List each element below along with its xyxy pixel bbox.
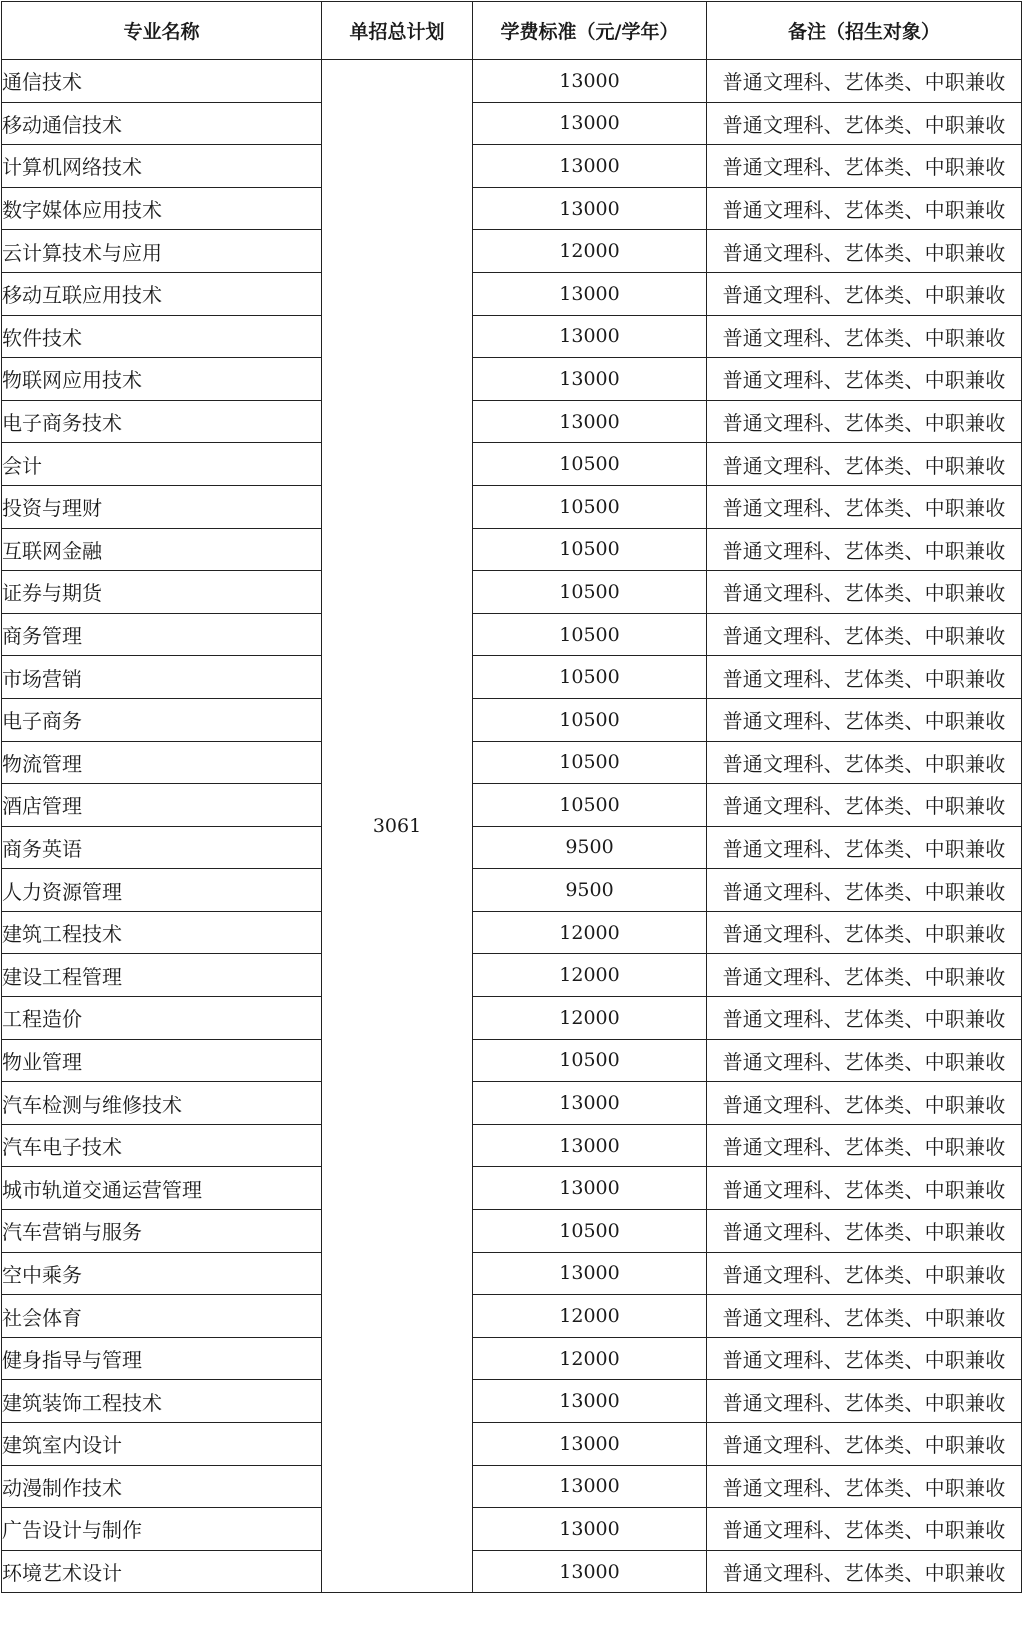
table-row bbox=[2, 1167, 1022, 1210]
major-name-cell: 健身指导与管理 bbox=[2, 1337, 322, 1380]
enrollment-note-cell: 普通文理科、艺体类、中职兼收 bbox=[707, 911, 1022, 954]
tuition-fee-cell: 13000 bbox=[473, 102, 707, 145]
table-row bbox=[2, 869, 1022, 912]
enrollment-note-cell: 普通文理科、艺体类、中职兼收 bbox=[707, 698, 1022, 741]
tuition-fee-cell: 12000 bbox=[473, 997, 707, 1040]
tuition-fee-cell: 13000 bbox=[473, 315, 707, 358]
tuition-fee-cell: 10500 bbox=[473, 784, 707, 827]
enrollment-note-cell: 普通文理科、艺体类、中职兼收 bbox=[707, 784, 1022, 827]
tuition-fee-cell: 13000 bbox=[473, 272, 707, 315]
enrollment-note-cell: 普通文理科、艺体类、中职兼收 bbox=[707, 102, 1022, 145]
enrollment-note-cell: 普通文理科、艺体类、中职兼收 bbox=[707, 1124, 1022, 1167]
tuition-fee-cell: 13000 bbox=[473, 1167, 707, 1210]
table-row bbox=[2, 485, 1022, 528]
tuition-fee-cell: 10500 bbox=[473, 1039, 707, 1082]
tuition-fee-cell: 12000 bbox=[473, 954, 707, 997]
table-row bbox=[2, 784, 1022, 827]
enrollment-note-cell: 普通文理科、艺体类、中职兼收 bbox=[707, 1423, 1022, 1466]
enrollment-note-cell: 普通文理科、艺体类、中职兼收 bbox=[707, 443, 1022, 486]
enrollment-note-cell: 普通文理科、艺体类、中职兼收 bbox=[707, 400, 1022, 443]
major-name-cell: 工程造价 bbox=[2, 997, 322, 1040]
tuition-fee-cell: 13000 bbox=[473, 400, 707, 443]
table-row bbox=[2, 315, 1022, 358]
enrollment-note-cell: 普通文理科、艺体类、中职兼收 bbox=[707, 1210, 1022, 1253]
enrollment-note-cell: 普通文理科、艺体类、中职兼收 bbox=[707, 1295, 1022, 1338]
tuition-fee-cell: 9500 bbox=[473, 869, 707, 912]
tuition-fee-cell: 13000 bbox=[473, 187, 707, 230]
table-row bbox=[2, 60, 1022, 103]
enrollment-note-cell: 普通文理科、艺体类、中职兼收 bbox=[707, 358, 1022, 401]
enrollment-note-cell: 普通文理科、艺体类、中职兼收 bbox=[707, 869, 1022, 912]
tuition-fee-cell: 10500 bbox=[473, 741, 707, 784]
major-name-cell: 物业管理 bbox=[2, 1039, 322, 1082]
table-row bbox=[2, 698, 1022, 741]
header-note: 备注（招生对象） bbox=[707, 2, 1022, 60]
table-row bbox=[2, 954, 1022, 997]
major-name-cell: 物联网应用技术 bbox=[2, 358, 322, 401]
major-name-cell: 汽车营销与服务 bbox=[2, 1210, 322, 1253]
table-row bbox=[2, 1465, 1022, 1508]
major-name-cell: 动漫制作技术 bbox=[2, 1465, 322, 1508]
header-major: 专业名称 bbox=[2, 2, 322, 60]
table-row bbox=[2, 1082, 1022, 1125]
table-row bbox=[2, 571, 1022, 614]
tuition-fee-cell: 9500 bbox=[473, 826, 707, 869]
tuition-fee-cell: 12000 bbox=[473, 1295, 707, 1338]
major-name-cell: 社会体育 bbox=[2, 1295, 322, 1338]
enrollment-note-cell: 普通文理科、艺体类、中职兼收 bbox=[707, 656, 1022, 699]
major-name-cell: 数字媒体应用技术 bbox=[2, 187, 322, 230]
tuition-fee-cell: 10500 bbox=[473, 656, 707, 699]
major-name-cell: 环境艺术设计 bbox=[2, 1550, 322, 1593]
major-name-cell: 汽车电子技术 bbox=[2, 1124, 322, 1167]
tuition-fee-cell: 13000 bbox=[473, 145, 707, 188]
major-name-cell: 移动通信技术 bbox=[2, 102, 322, 145]
major-name-cell: 建筑室内设计 bbox=[2, 1423, 322, 1466]
table-row bbox=[2, 272, 1022, 315]
table-row bbox=[2, 1423, 1022, 1466]
table-row bbox=[2, 358, 1022, 401]
enrollment-note-cell: 普通文理科、艺体类、中职兼收 bbox=[707, 1167, 1022, 1210]
tuition-fee-cell: 10500 bbox=[473, 698, 707, 741]
enrollment-note-cell: 普通文理科、艺体类、中职兼收 bbox=[707, 187, 1022, 230]
major-name-cell: 证券与期货 bbox=[2, 571, 322, 614]
header-row bbox=[2, 2, 1022, 60]
tuition-fee-cell: 13000 bbox=[473, 1465, 707, 1508]
tuition-fee-cell: 10500 bbox=[473, 485, 707, 528]
enrollment-note-cell: 普通文理科、艺体类、中职兼收 bbox=[707, 954, 1022, 997]
enrollment-note-cell: 普通文理科、艺体类、中职兼收 bbox=[707, 997, 1022, 1040]
table-row bbox=[2, 1295, 1022, 1338]
tuition-fee-cell: 13000 bbox=[473, 1550, 707, 1593]
tuition-fee-cell: 12000 bbox=[473, 230, 707, 273]
tuition-fee-cell: 13000 bbox=[473, 1380, 707, 1423]
table-row bbox=[2, 1550, 1022, 1593]
major-name-cell: 建筑工程技术 bbox=[2, 911, 322, 954]
tuition-fee-cell: 10500 bbox=[473, 571, 707, 614]
enrollment-note-cell: 普通文理科、艺体类、中职兼收 bbox=[707, 60, 1022, 103]
enrollment-note-cell: 普通文理科、艺体类、中职兼收 bbox=[707, 1550, 1022, 1593]
major-name-cell: 商务英语 bbox=[2, 826, 322, 869]
major-name-cell: 建设工程管理 bbox=[2, 954, 322, 997]
header-plan: 单招总计划 bbox=[322, 2, 473, 60]
table-row bbox=[2, 230, 1022, 273]
major-name-cell: 移动互联应用技术 bbox=[2, 272, 322, 315]
total-plan-cell: 3061 bbox=[322, 60, 473, 1593]
major-name-cell: 广告设计与制作 bbox=[2, 1508, 322, 1551]
major-name-cell: 商务管理 bbox=[2, 613, 322, 656]
table-row bbox=[2, 1210, 1022, 1253]
tuition-fee-cell: 13000 bbox=[473, 1082, 707, 1125]
table-row bbox=[2, 1124, 1022, 1167]
table-header bbox=[2, 2, 1022, 60]
major-name-cell: 建筑装饰工程技术 bbox=[2, 1380, 322, 1423]
tuition-fee-cell: 10500 bbox=[473, 1210, 707, 1253]
major-name-cell: 空中乘务 bbox=[2, 1252, 322, 1295]
major-name-cell: 酒店管理 bbox=[2, 784, 322, 827]
table-row bbox=[2, 911, 1022, 954]
table-row bbox=[2, 400, 1022, 443]
table-row bbox=[2, 1252, 1022, 1295]
table-row bbox=[2, 1380, 1022, 1423]
enrollment-note-cell: 普通文理科、艺体类、中职兼收 bbox=[707, 315, 1022, 358]
enrollment-note-cell: 普通文理科、艺体类、中职兼收 bbox=[707, 272, 1022, 315]
tuition-fee-cell: 10500 bbox=[473, 528, 707, 571]
enrollment-note-cell: 普通文理科、艺体类、中职兼收 bbox=[707, 613, 1022, 656]
enrollment-note-cell: 普通文理科、艺体类、中职兼收 bbox=[707, 1337, 1022, 1380]
tuition-fee-cell: 13000 bbox=[473, 1508, 707, 1551]
enrollment-note-cell: 普通文理科、艺体类、中职兼收 bbox=[707, 826, 1022, 869]
major-name-cell: 计算机网络技术 bbox=[2, 145, 322, 188]
major-name-cell: 市场营销 bbox=[2, 656, 322, 699]
table-row bbox=[2, 528, 1022, 571]
major-name-cell: 软件技术 bbox=[2, 315, 322, 358]
major-name-cell: 通信技术 bbox=[2, 60, 322, 103]
major-name-cell: 电子商务技术 bbox=[2, 400, 322, 443]
table-row bbox=[2, 1039, 1022, 1082]
table-row bbox=[2, 1337, 1022, 1380]
table-row bbox=[2, 1508, 1022, 1551]
major-name-cell: 汽车检测与维修技术 bbox=[2, 1082, 322, 1125]
tuition-fee-cell: 10500 bbox=[473, 443, 707, 486]
enrollment-note-cell: 普通文理科、艺体类、中职兼收 bbox=[707, 571, 1022, 614]
tuition-fee-cell: 13000 bbox=[473, 1252, 707, 1295]
table-row bbox=[2, 102, 1022, 145]
enrollment-note-cell: 普通文理科、艺体类、中职兼收 bbox=[707, 1082, 1022, 1125]
enrollment-note-cell: 普通文理科、艺体类、中职兼收 bbox=[707, 230, 1022, 273]
enrollment-note-cell: 普通文理科、艺体类、中职兼收 bbox=[707, 1508, 1022, 1551]
table-row bbox=[2, 145, 1022, 188]
major-name-cell: 人力资源管理 bbox=[2, 869, 322, 912]
tuition-fee-cell: 13000 bbox=[473, 358, 707, 401]
table-body bbox=[2, 60, 1022, 1593]
admissions-table bbox=[1, 1, 1022, 1593]
table-row bbox=[2, 826, 1022, 869]
enrollment-note-cell: 普通文理科、艺体类、中职兼收 bbox=[707, 528, 1022, 571]
enrollment-note-cell: 普通文理科、艺体类、中职兼收 bbox=[707, 741, 1022, 784]
tuition-fee-cell: 10500 bbox=[473, 613, 707, 656]
enrollment-note-cell: 普通文理科、艺体类、中职兼收 bbox=[707, 1380, 1022, 1423]
major-name-cell: 电子商务 bbox=[2, 698, 322, 741]
tuition-fee-cell: 13000 bbox=[473, 60, 707, 103]
table-row bbox=[2, 443, 1022, 486]
enrollment-note-cell: 普通文理科、艺体类、中职兼收 bbox=[707, 1039, 1022, 1082]
enrollment-note-cell: 普通文理科、艺体类、中职兼收 bbox=[707, 485, 1022, 528]
table-row bbox=[2, 741, 1022, 784]
enrollment-note-cell: 普通文理科、艺体类、中职兼收 bbox=[707, 145, 1022, 188]
major-name-cell: 会计 bbox=[2, 443, 322, 486]
major-name-cell: 物流管理 bbox=[2, 741, 322, 784]
table-row bbox=[2, 187, 1022, 230]
header-fee: 学费标准（元/学年） bbox=[473, 2, 707, 60]
enrollment-note-cell: 普通文理科、艺体类、中职兼收 bbox=[707, 1465, 1022, 1508]
major-name-cell: 投资与理财 bbox=[2, 485, 322, 528]
enrollment-note-cell: 普通文理科、艺体类、中职兼收 bbox=[707, 1252, 1022, 1295]
table-row bbox=[2, 656, 1022, 699]
tuition-fee-cell: 12000 bbox=[473, 1337, 707, 1380]
table-row bbox=[2, 613, 1022, 656]
tuition-fee-cell: 13000 bbox=[473, 1423, 707, 1466]
tuition-fee-cell: 12000 bbox=[473, 911, 707, 954]
tuition-fee-cell: 13000 bbox=[473, 1124, 707, 1167]
major-name-cell: 互联网金融 bbox=[2, 528, 322, 571]
major-name-cell: 城市轨道交通运营管理 bbox=[2, 1167, 322, 1210]
major-name-cell: 云计算技术与应用 bbox=[2, 230, 322, 273]
table-row bbox=[2, 997, 1022, 1040]
